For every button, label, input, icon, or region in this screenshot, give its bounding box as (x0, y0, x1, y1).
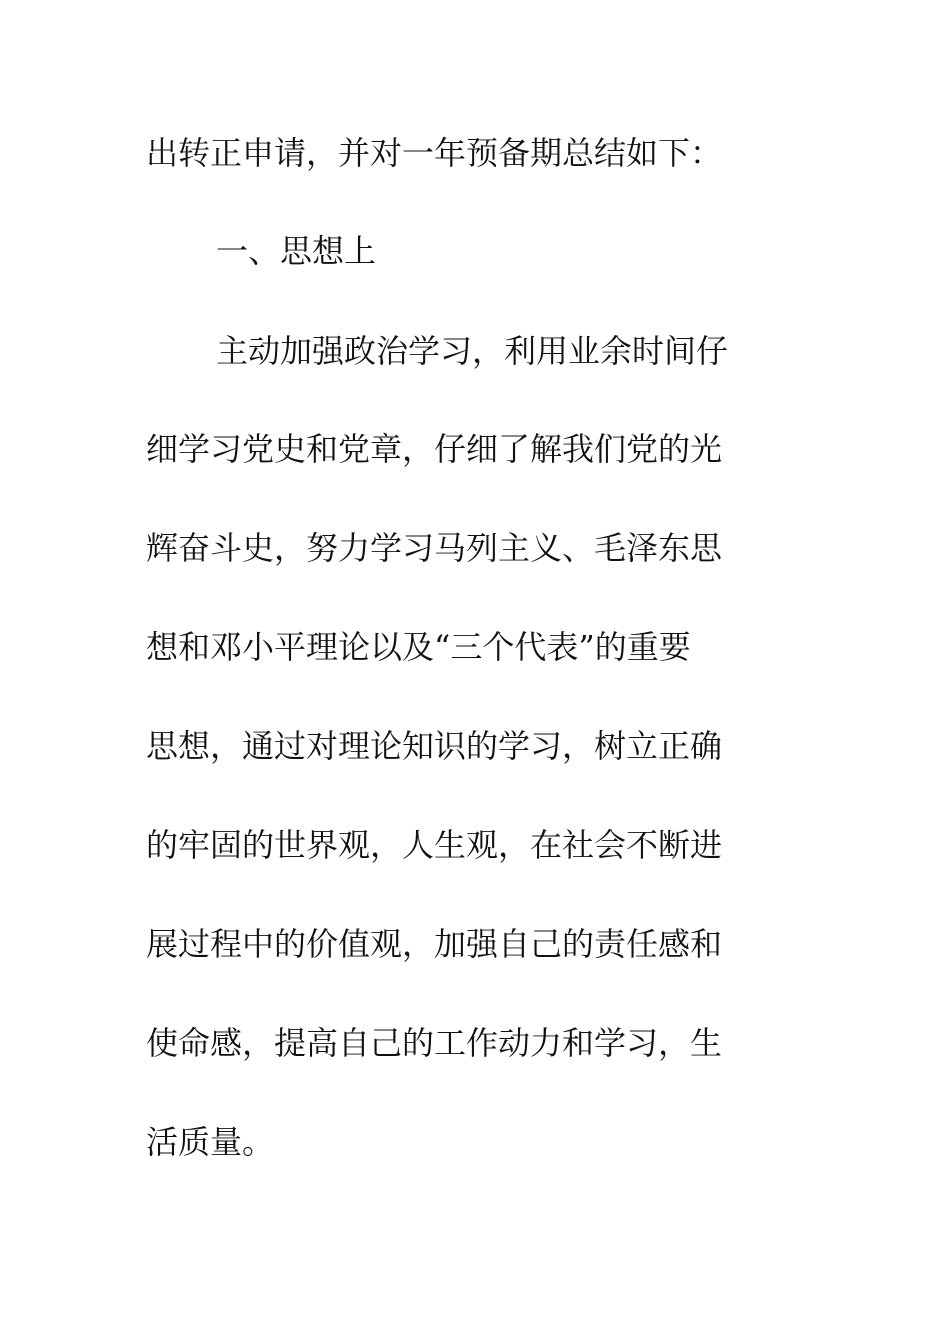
section-heading: 一、思想上 (216, 232, 377, 270)
text-line: 使命感，提高自己的工作动力和学习，生 (146, 1024, 723, 1062)
paragraph-first-line: 主动加强政治学习，利用业余时间仔 (216, 332, 729, 370)
text-line: 出转正申请，并对一年预备期总结如下： (146, 134, 723, 172)
text-line: 细学习党史和党章，仔细了解我们党的光 (146, 430, 723, 468)
text-line: 活质量。 (146, 1123, 275, 1161)
text-line: 思想，通过对理论知识的学习，树立正确 (146, 727, 723, 765)
text-line: 展过程中的价值观，加强自己的责任感和 (146, 925, 723, 963)
text-line: 的牢固的世界观，人生观，在社会不断进 (146, 826, 723, 864)
text-line: 想和邓小平理论以及“三个代表”的重要 (146, 628, 691, 666)
text-line: 辉奋斗史，努力学习马列主义、毛泽东思 (146, 529, 723, 567)
